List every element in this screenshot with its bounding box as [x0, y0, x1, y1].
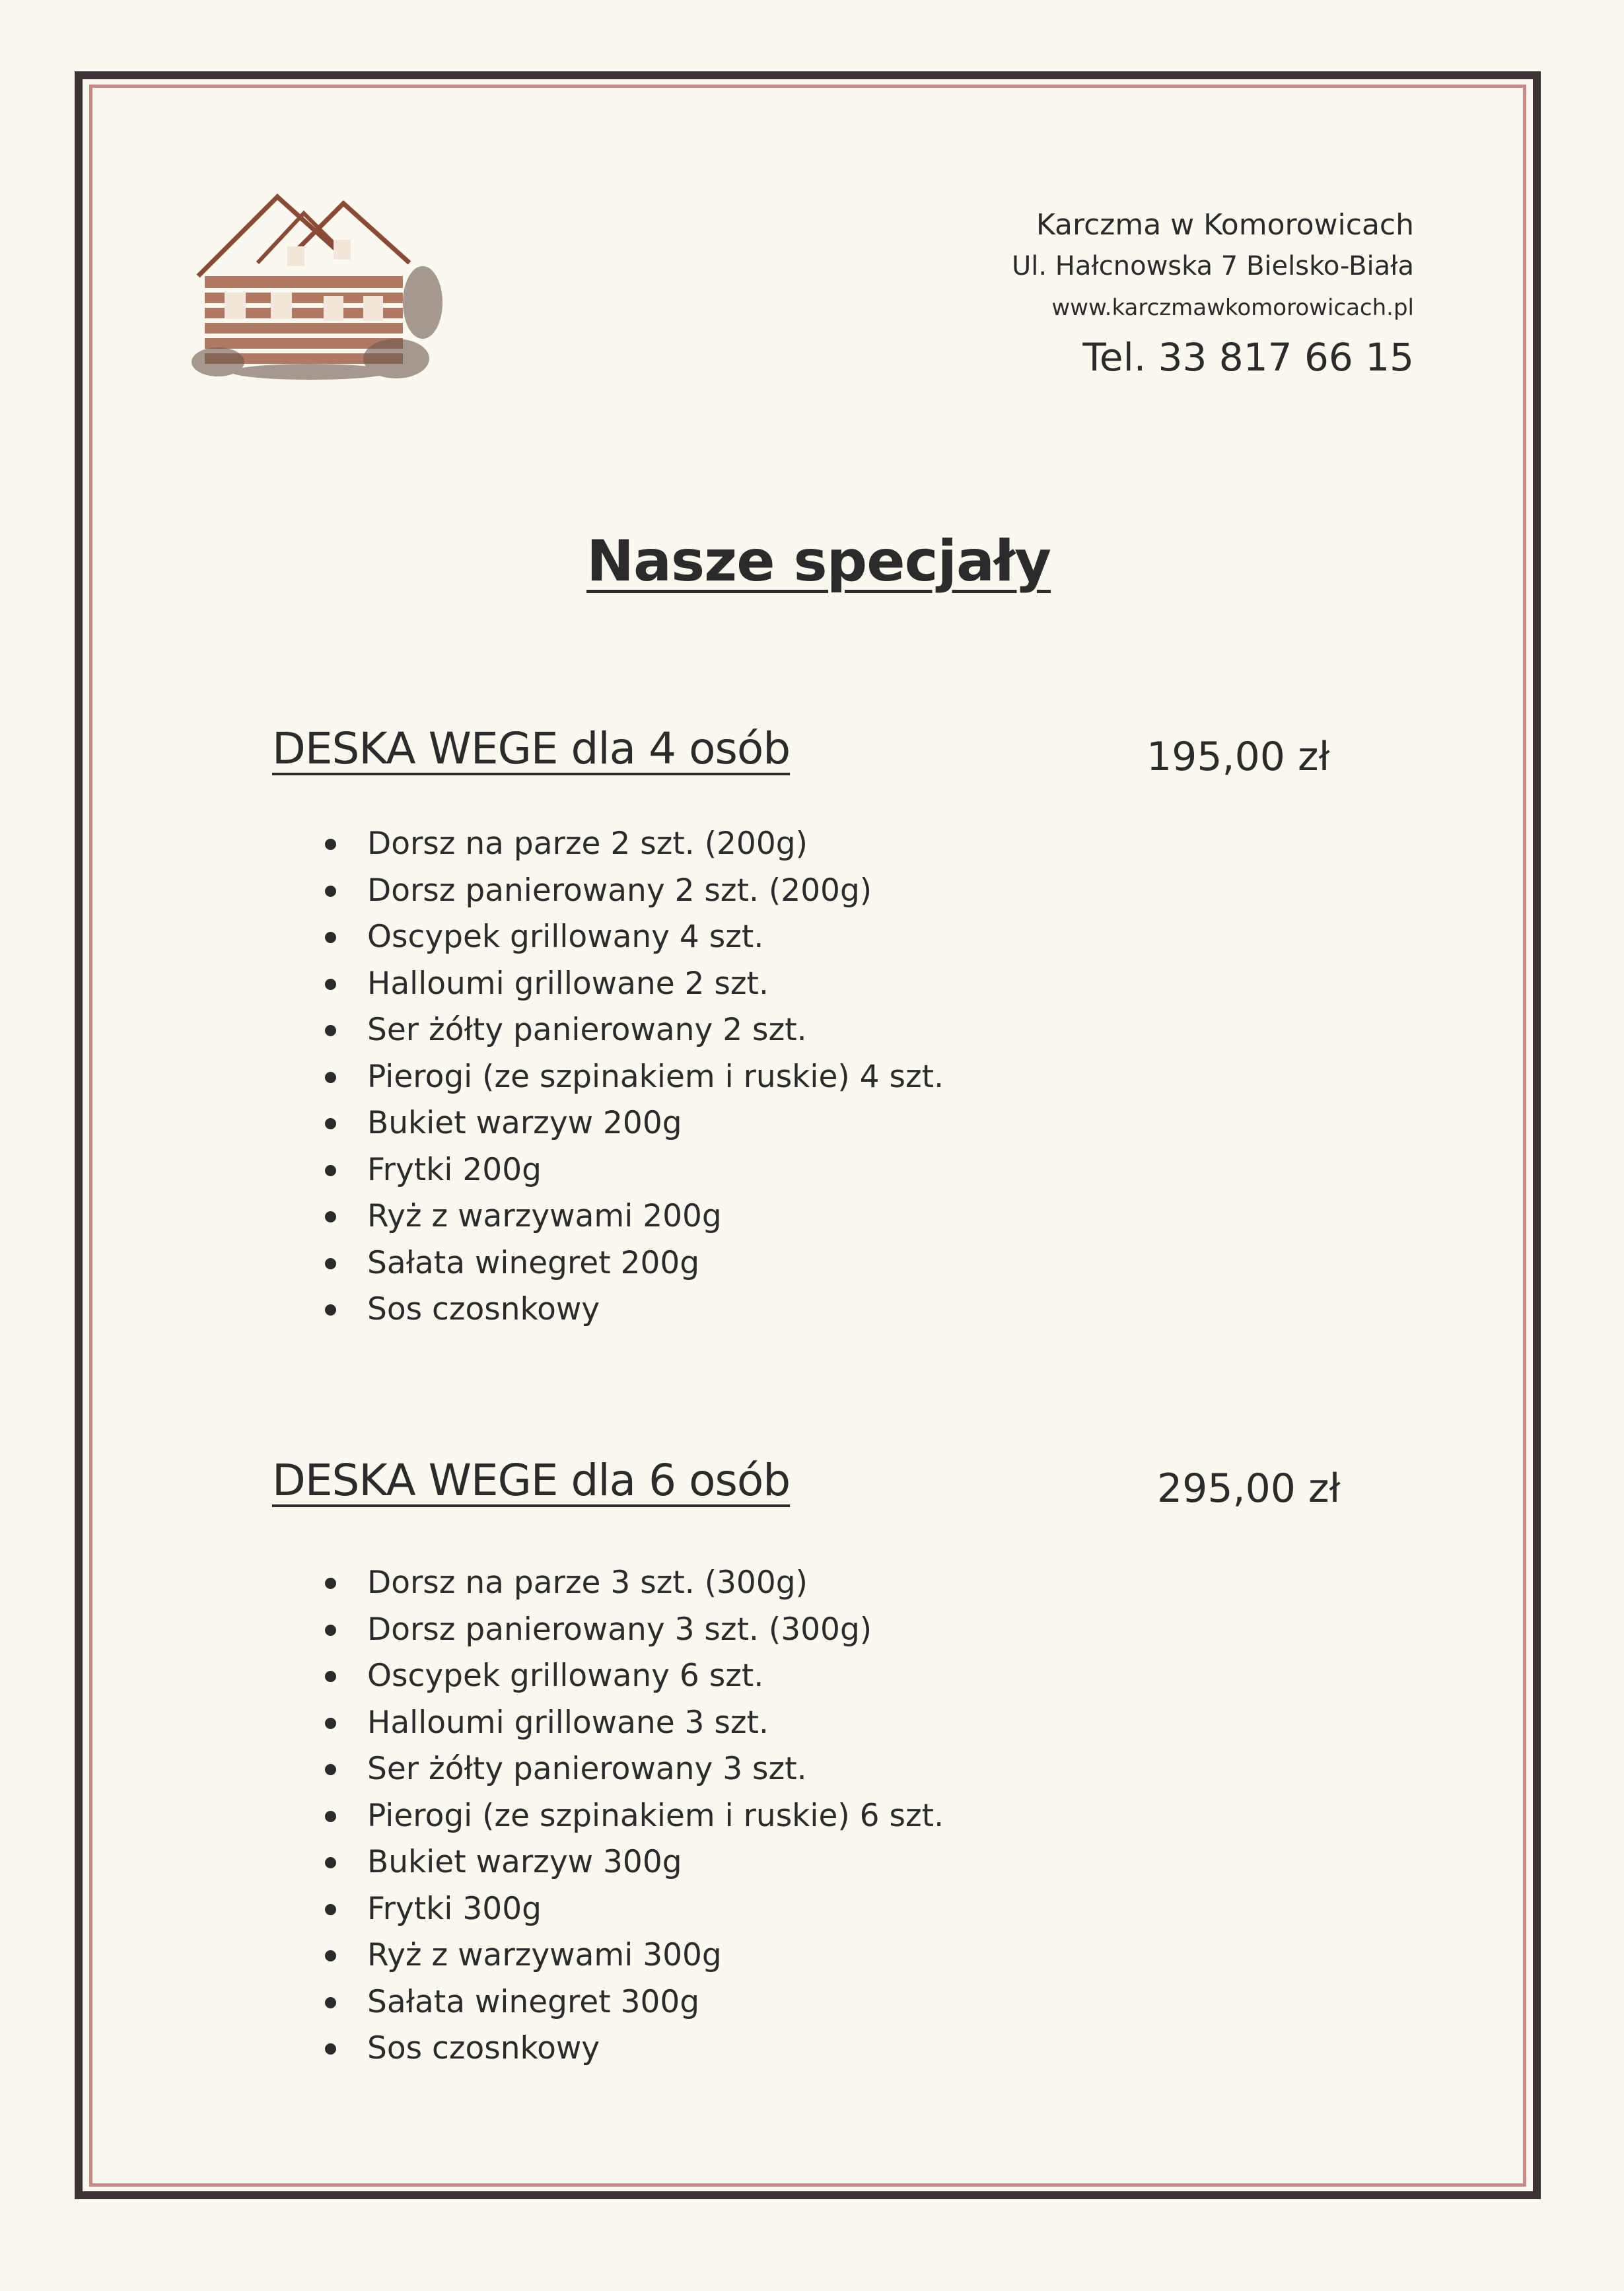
list-item: Sos czosnkowy	[309, 1286, 944, 1333]
item-list-6-persons	[309, 1560, 944, 2072]
restaurant-header	[886, 205, 1414, 383]
restaurant-name: Karczma w Komorowicach	[1036, 208, 1414, 242]
list-item: Ser żółty panierowany 2 szt.	[309, 1007, 944, 1054]
list-item: Halloumi grillowane 3 szt.	[309, 1700, 944, 1747]
wooden-inn-house-icon	[178, 184, 456, 385]
menu-title-container	[0, 528, 1624, 594]
list-item: Sos czosnkowy	[309, 2026, 944, 2072]
list-item: Ryż z warzywami 300g	[309, 1932, 944, 1979]
section-price-6-persons: 295,00 zł	[1157, 1465, 1341, 1512]
list-item: Dorsz panierowany 3 szt. (300g)	[309, 1607, 944, 1654]
list-item: Halloumi grillowane 2 szt.	[309, 961, 944, 1008]
list-item: Pierogi (ze szpinakiem i ruskie) 6 szt.	[309, 1793, 944, 1840]
restaurant-website[interactable]: www.karczmawkomorowicach.pl	[1051, 295, 1414, 321]
page-title: Nasze specjały	[586, 528, 1051, 594]
restaurant-address: Ul. Hałcnowska 7 Bielsko-Biała	[1011, 251, 1414, 281]
list-item: Sałata winegret 200g	[309, 1240, 944, 1287]
list-item: Frytki 200g	[309, 1147, 944, 1194]
list-item: Ryż z warzywami 200g	[309, 1193, 944, 1240]
list-item: Dorsz panierowany 2 szt. (200g)	[309, 868, 944, 915]
list-item: Frytki 300g	[309, 1886, 944, 1933]
item-list-4-persons	[309, 821, 944, 1333]
list-item: Bukiet warzyw 300g	[309, 1839, 944, 1886]
list-item: Dorsz na parze 2 szt. (200g)	[309, 821, 944, 868]
list-item: Dorsz na parze 3 szt. (300g)	[309, 1560, 944, 1607]
list-item: Bukiet warzyw 200g	[309, 1100, 944, 1147]
section-heading-4-persons: DESKA WEGE dla 4 osób	[272, 723, 791, 774]
list-item: Oscypek grillowany 4 szt.	[309, 914, 944, 961]
restaurant-phone[interactable]: Tel. 33 817 66 15	[1082, 335, 1414, 380]
list-item: Sałata winegret 300g	[309, 1979, 944, 2026]
section-price-4-persons: 195,00 zł	[1147, 734, 1330, 780]
list-item: Oscypek grillowany 6 szt.	[309, 1653, 944, 1700]
list-item: Pierogi (ze szpinakiem i ruskie) 4 szt.	[309, 1054, 944, 1101]
section-heading-6-persons: DESKA WEGE dla 6 osób	[272, 1455, 791, 1506]
list-item: Ser żółty panierowany 3 szt.	[309, 1746, 944, 1793]
